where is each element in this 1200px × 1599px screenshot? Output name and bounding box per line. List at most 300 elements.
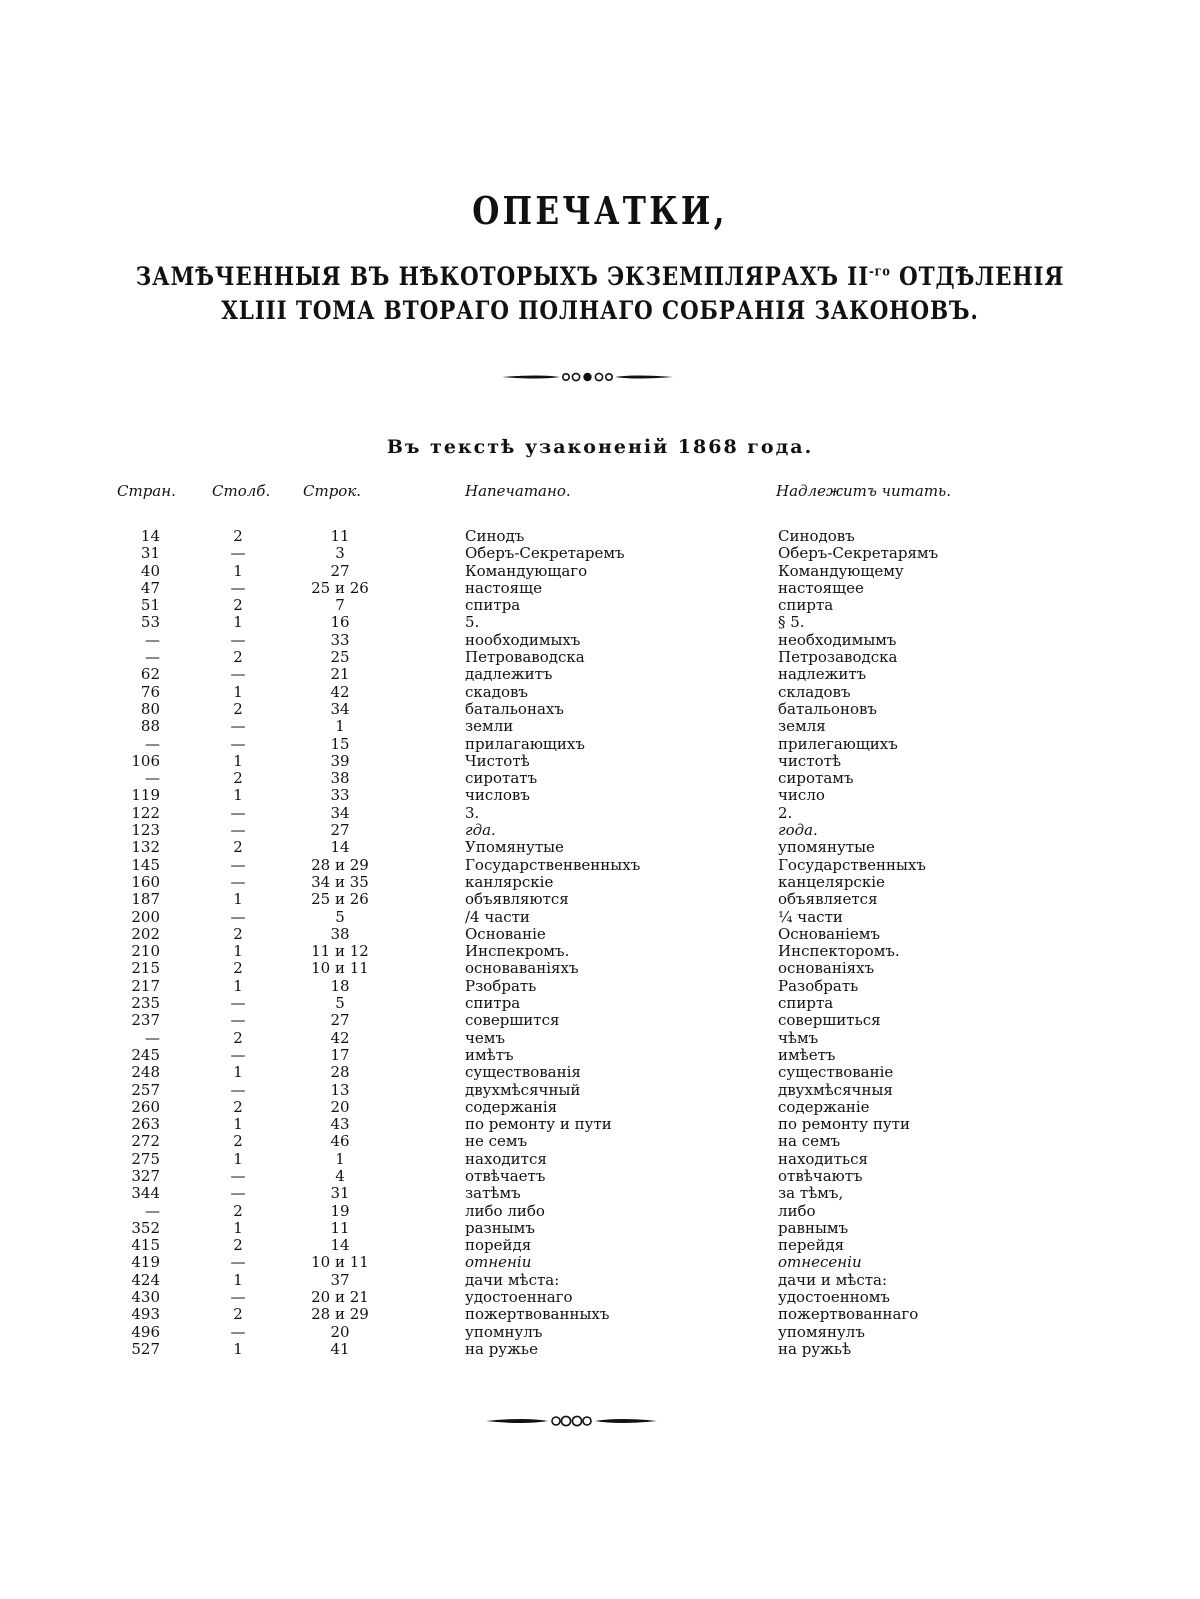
table-row	[0, 1064, 1200, 1081]
cell-line: 20	[330, 1097, 350, 1116]
cell-correct: батальоновъ	[778, 699, 877, 718]
cell-printed: гда.	[465, 821, 496, 840]
cell-column: —	[230, 578, 246, 597]
cell-printed: чемъ	[465, 1028, 506, 1047]
cell-column: 1	[233, 682, 243, 701]
table-row	[0, 909, 1200, 926]
section-title: Въ текстѣ узаконеній 1868 года.	[386, 436, 814, 458]
cell-page: 123	[131, 821, 160, 840]
bottom-ornament-icon	[484, 1410, 659, 1432]
cell-correct: отвѣчаютъ	[778, 1166, 863, 1185]
cell-printed: 3.	[465, 803, 480, 822]
cell-line: 25	[330, 648, 350, 667]
cell-line: 1	[335, 1149, 345, 1168]
table-row	[0, 943, 1200, 960]
cell-correct: дачи и мѣста:	[778, 1270, 888, 1289]
cell-line: 11	[330, 527, 350, 545]
cell-printed: существованія	[465, 1063, 581, 1082]
cell-correct: двухмѣсячныя	[778, 1080, 893, 1099]
cell-page: —	[145, 630, 160, 649]
cell-page: —	[145, 648, 160, 667]
cell-correct: Разобрать	[778, 976, 859, 995]
cell-correct: 2.	[778, 803, 793, 822]
cell-line: 14	[330, 838, 350, 857]
cell-column: 2	[233, 924, 243, 943]
column-header-column: Столб.	[212, 482, 271, 500]
cell-page: 257	[131, 1080, 160, 1099]
column-header-line: Строк.	[303, 482, 362, 500]
table-row	[0, 874, 1200, 891]
cell-printed: объявляются	[465, 890, 569, 909]
page-title: ОПЕЧАТКИ,	[472, 188, 728, 233]
cell-page: 53	[140, 613, 160, 632]
table-row	[0, 822, 1200, 839]
cell-line: 7	[335, 596, 345, 615]
cell-column: 1	[233, 976, 243, 995]
table-row	[0, 857, 1200, 874]
cell-printed: сиротатъ	[465, 769, 538, 788]
cell-correct: § 5.	[778, 613, 805, 632]
cell-page: 14	[140, 527, 160, 545]
cell-column: 1	[233, 1115, 243, 1134]
cell-printed: двухмѣсячный	[465, 1080, 581, 1099]
cell-printed: пожертвованныхъ	[465, 1305, 610, 1324]
cell-column: —	[230, 717, 246, 736]
cell-line: 28	[330, 1063, 350, 1082]
table-row	[0, 563, 1200, 580]
cell-line: 20 и 21	[311, 1288, 369, 1307]
cell-page: 344	[131, 1184, 160, 1203]
table-row	[0, 1116, 1200, 1133]
cell-column: 2	[233, 596, 243, 615]
table-row	[0, 770, 1200, 787]
table-row	[0, 1254, 1200, 1271]
table-row	[0, 960, 1200, 977]
cell-column: —	[230, 1288, 246, 1307]
cell-column: —	[230, 855, 246, 874]
cell-page: 263	[131, 1115, 160, 1134]
cell-line: 5	[335, 907, 345, 926]
cell-page: 187	[131, 890, 160, 909]
cell-column: —	[230, 803, 246, 822]
cell-correct: складовъ	[778, 682, 851, 701]
cell-printed: Инспекромъ.	[465, 942, 570, 961]
table-row	[0, 1237, 1200, 1254]
cell-correct: Петрозаводска	[778, 648, 898, 667]
cell-printed: упомнулъ	[465, 1322, 543, 1341]
cell-printed: либо либо	[465, 1201, 545, 1220]
cell-page: 31	[140, 544, 160, 563]
cell-column: 2	[233, 959, 243, 978]
table-row	[0, 1168, 1200, 1185]
cell-correct: объявляется	[778, 890, 878, 909]
cell-correct: года.	[778, 821, 818, 840]
cell-printed: порейдя	[465, 1236, 532, 1255]
cell-correct: надлежитъ	[778, 665, 867, 684]
cell-page: 275	[131, 1149, 160, 1168]
cell-line: 27	[330, 821, 350, 840]
cell-line: 28 и 29	[311, 1305, 369, 1324]
table-row	[0, 701, 1200, 718]
cell-column: 1	[233, 890, 243, 909]
cell-line: 21	[330, 665, 350, 684]
cell-printed: Петроваводска	[465, 648, 585, 667]
cell-column: —	[230, 994, 246, 1013]
cell-page: 47	[140, 578, 160, 597]
table-row	[0, 839, 1200, 856]
cell-column: 1	[233, 1218, 243, 1237]
cell-printed: Оберъ-Секретаремъ	[465, 544, 625, 563]
cell-correct: равнымъ	[778, 1218, 849, 1237]
table-row	[0, 978, 1200, 995]
cell-correct: земля	[778, 717, 826, 736]
cell-correct: прилегающихъ	[778, 734, 898, 753]
table-row	[0, 632, 1200, 649]
cell-page: 415	[131, 1236, 160, 1255]
cell-printed: по ремонту и пути	[465, 1115, 612, 1134]
cell-correct: Оберъ-Секретарямъ	[778, 544, 939, 563]
cell-printed: Государственвенныхъ	[465, 855, 641, 874]
cell-correct: Государственныхъ	[778, 855, 926, 874]
cell-page: 51	[140, 596, 160, 615]
table-row	[0, 1151, 1200, 1168]
cell-line: 20	[330, 1322, 350, 1341]
cell-page: 496	[131, 1322, 160, 1341]
cell-printed: разнымъ	[465, 1218, 535, 1237]
cell-column: —	[230, 1184, 246, 1203]
cell-line: 18	[330, 976, 350, 995]
cell-page: 76	[140, 682, 160, 701]
cell-page: 122	[131, 803, 160, 822]
cell-column: 1	[233, 1270, 243, 1289]
cell-correct: по ремонту пути	[778, 1115, 910, 1134]
cell-line: 3	[335, 544, 345, 563]
cell-printed: скадовъ	[465, 682, 528, 701]
top-ornament-icon	[500, 368, 675, 386]
table-row	[0, 926, 1200, 943]
cell-page: 245	[131, 1045, 160, 1064]
cell-printed: совершится	[465, 1011, 560, 1030]
cell-correct: Синодовъ	[778, 527, 855, 545]
cell-correct: пожертвованнаго	[778, 1305, 919, 1324]
cell-page: 248	[131, 1063, 160, 1082]
cell-page: —	[145, 769, 160, 788]
cell-printed: 5.	[465, 613, 480, 632]
cell-printed: затѣмъ	[465, 1184, 521, 1203]
cell-column: 2	[233, 527, 243, 545]
cell-column: 1	[233, 786, 243, 805]
cell-column: —	[230, 1322, 246, 1341]
cell-page: 237	[131, 1011, 160, 1030]
cell-correct: число	[778, 786, 825, 805]
cell-correct: за тѣмъ,	[778, 1184, 844, 1203]
cell-column: —	[230, 1080, 246, 1099]
table-row	[0, 1220, 1200, 1237]
cell-column: 1	[233, 1149, 243, 1168]
subtitle-line-1-superscript: -го	[869, 264, 891, 280]
cell-column: —	[230, 734, 246, 753]
cell-printed: нообходимыхъ	[465, 630, 581, 649]
cell-column: 2	[233, 648, 243, 667]
cell-printed: прилагающихъ	[465, 734, 585, 753]
table-row	[0, 666, 1200, 683]
cell-column: 1	[233, 1063, 243, 1082]
cell-page: 200	[131, 907, 160, 926]
cell-page: 202	[131, 924, 160, 943]
cell-printed: дадлежитъ	[465, 665, 553, 684]
cell-page: —	[145, 1028, 160, 1047]
cell-page: 352	[131, 1218, 160, 1237]
cell-printed: не семъ	[465, 1132, 528, 1151]
cell-line: 13	[330, 1080, 350, 1099]
cell-page: 106	[131, 751, 160, 770]
cell-page: 430	[131, 1288, 160, 1307]
cell-column: 1	[233, 561, 243, 580]
cell-printed: спитра	[465, 994, 521, 1013]
cell-correct: необходимымъ	[778, 630, 897, 649]
cell-printed: Основаніе	[465, 924, 546, 943]
cell-line: 34 и 35	[311, 872, 369, 891]
cell-page: 145	[131, 855, 160, 874]
table-row	[0, 1324, 1200, 1341]
cell-correct: на ружьѣ	[778, 1339, 852, 1358]
cell-correct: чистотѣ	[778, 751, 841, 770]
cell-line: 11	[330, 1218, 350, 1237]
cell-printed: находится	[465, 1149, 547, 1168]
cell-column: —	[230, 1166, 246, 1185]
table-row	[0, 684, 1200, 701]
subtitle-line-1	[84, 262, 1116, 291]
cell-printed: Упомянутые	[465, 838, 564, 857]
column-header-page: Стран.	[117, 482, 176, 500]
cell-line: 33	[330, 630, 350, 649]
cell-correct: на семъ	[778, 1132, 841, 1151]
table-row	[0, 1133, 1200, 1150]
cell-page: —	[145, 734, 160, 753]
table-row	[0, 649, 1200, 666]
cell-line: 25 и 26	[311, 578, 369, 597]
table-row	[0, 718, 1200, 735]
subtitle-line-1-main: ЗАМѢЧЕННЫЯ ВЪ НѢКОТОРЫХЪ ЭКЗЕМПЛЯРАХЪ II	[135, 262, 870, 291]
table-row	[0, 787, 1200, 804]
cell-printed: дачи мѣста:	[465, 1270, 560, 1289]
cell-correct: упомянутые	[778, 838, 875, 857]
cell-printed: имѣтъ	[465, 1045, 514, 1064]
cell-line: 10 и 11	[311, 959, 369, 978]
errata-table	[0, 528, 1200, 1358]
cell-printed: настояще	[465, 578, 542, 597]
table-row	[0, 1082, 1200, 1099]
cell-correct: совершиться	[778, 1011, 881, 1030]
cell-line: 5	[335, 994, 345, 1013]
cell-line: 19	[330, 1201, 350, 1220]
cell-page: 493	[131, 1305, 160, 1324]
cell-correct: Основаніемъ	[778, 924, 880, 943]
cell-line: 25 и 26	[311, 890, 369, 909]
cell-correct: сиротамъ	[778, 769, 854, 788]
cell-column: —	[230, 544, 246, 563]
cell-correct: ¼ части	[778, 907, 843, 926]
cell-column: 1	[233, 942, 243, 961]
subtitle-line-2: XLIII ТОМА ВТОРАГО ПОЛНАГО СОБРАНІЯ ЗАКОНОВЪ.	[221, 296, 979, 325]
cell-page: 80	[140, 699, 160, 718]
cell-column: —	[230, 907, 246, 926]
table-row	[0, 1341, 1200, 1358]
cell-line: 33	[330, 786, 350, 805]
cell-printed: Командующаго	[465, 561, 588, 580]
table-row	[0, 1272, 1200, 1289]
cell-page: 210	[131, 942, 160, 961]
cell-line: 15	[330, 734, 350, 753]
cell-line: 4	[335, 1166, 345, 1185]
cell-correct: спирта	[778, 994, 834, 1013]
cell-printed: отненіи	[465, 1253, 532, 1272]
cell-column: —	[230, 1253, 246, 1272]
cell-printed: содержанія	[465, 1097, 558, 1116]
cell-line: 17	[330, 1045, 350, 1064]
cell-column: —	[230, 821, 246, 840]
cell-page: 160	[131, 872, 160, 891]
cell-printed: /4 части	[465, 907, 530, 926]
table-row	[0, 1185, 1200, 1202]
cell-line: 34	[330, 803, 350, 822]
cell-line: 37	[330, 1270, 350, 1289]
table-row	[0, 528, 1200, 545]
cell-column: —	[230, 872, 246, 891]
table-row	[0, 995, 1200, 1012]
table-row	[0, 1047, 1200, 1064]
cell-correct: либо	[778, 1201, 816, 1220]
cell-column: 1	[233, 1339, 243, 1358]
cell-correct: удостоенномъ	[778, 1288, 890, 1307]
cell-printed: на ружье	[465, 1339, 538, 1358]
cell-line: 1	[335, 717, 345, 736]
cell-line: 34	[330, 699, 350, 718]
cell-column: 2	[233, 1201, 243, 1220]
cell-page: 235	[131, 994, 160, 1013]
cell-printed: удостоеннаго	[465, 1288, 573, 1307]
table-row	[0, 736, 1200, 753]
cell-correct: существованіе	[778, 1063, 894, 1082]
cell-correct: канцелярскіе	[778, 872, 885, 891]
cell-correct: находиться	[778, 1149, 868, 1168]
cell-page: 215	[131, 959, 160, 978]
table-row	[0, 753, 1200, 770]
cell-line: 27	[330, 561, 350, 580]
cell-line: 28 и 29	[311, 855, 369, 874]
cell-column: 2	[233, 1236, 243, 1255]
cell-column: 2	[233, 1305, 243, 1324]
cell-printed: отвѣчаетъ	[465, 1166, 546, 1185]
cell-correct: Инспекторомъ.	[778, 942, 900, 961]
cell-line: 39	[330, 751, 350, 770]
cell-printed: спитра	[465, 596, 521, 615]
cell-correct: Командующему	[778, 561, 904, 580]
cell-line: 41	[330, 1339, 350, 1358]
subtitle-line-1-end: ОТДѢЛЕНІЯ	[890, 262, 1065, 291]
cell-correct: упомянулъ	[778, 1322, 865, 1341]
cell-line: 38	[330, 769, 350, 788]
table-row	[0, 597, 1200, 614]
cell-column: 2	[233, 1132, 243, 1151]
cell-line: 43	[330, 1115, 350, 1134]
cell-correct: перейдя	[778, 1236, 845, 1255]
cell-line: 10 и 11	[311, 1253, 369, 1272]
cell-correct: настоящее	[778, 578, 864, 597]
cell-page: 62	[140, 665, 160, 684]
cell-correct: основаніяхъ	[778, 959, 875, 978]
cell-column: —	[230, 1045, 246, 1064]
cell-correct: чѣмъ	[778, 1028, 819, 1047]
cell-line: 42	[330, 1028, 350, 1047]
cell-column: 1	[233, 751, 243, 770]
cell-line: 27	[330, 1011, 350, 1030]
cell-page: —	[145, 1201, 160, 1220]
cell-page: 132	[131, 838, 160, 857]
cell-printed: земли	[465, 717, 514, 736]
cell-line: 11 и 12	[311, 942, 369, 961]
cell-column: 1	[233, 613, 243, 632]
cell-printed: Рзобрать	[465, 976, 537, 995]
cell-correct: содержаніе	[778, 1097, 870, 1116]
cell-printed: канлярскіе	[465, 872, 554, 891]
table-row	[0, 545, 1200, 562]
column-header-correct: Надлежитъ читать.	[776, 482, 951, 500]
cell-column: 2	[233, 1028, 243, 1047]
cell-printed: батальонахъ	[465, 699, 564, 718]
cell-column: —	[230, 630, 246, 649]
cell-line: 31	[330, 1184, 350, 1203]
cell-line: 16	[330, 613, 350, 632]
cell-column: —	[230, 1011, 246, 1030]
cell-page: 217	[131, 976, 160, 995]
cell-line: 42	[330, 682, 350, 701]
cell-page: 260	[131, 1097, 160, 1116]
table-row	[0, 1289, 1200, 1306]
cell-page: 88	[140, 717, 160, 736]
cell-page: 40	[140, 561, 160, 580]
cell-printed: Чистотѣ	[465, 751, 530, 770]
cell-line: 14	[330, 1236, 350, 1255]
cell-printed: Синодъ	[465, 527, 525, 545]
cell-page: 119	[131, 786, 160, 805]
table-row	[0, 580, 1200, 597]
cell-page: 272	[131, 1132, 160, 1151]
table-row	[0, 1012, 1200, 1029]
cell-line: 46	[330, 1132, 350, 1151]
cell-column: 2	[233, 838, 243, 857]
table-row	[0, 1030, 1200, 1047]
table-row	[0, 1099, 1200, 1116]
column-header-printed: Напечатано.	[465, 482, 571, 500]
table-row	[0, 614, 1200, 631]
cell-page: 419	[131, 1253, 160, 1272]
cell-page: 327	[131, 1166, 160, 1185]
cell-column: 2	[233, 699, 243, 718]
cell-line: 38	[330, 924, 350, 943]
cell-column: 2	[233, 1097, 243, 1116]
cell-correct: отнесеніи	[778, 1253, 862, 1272]
cell-printed: числовъ	[465, 786, 530, 805]
cell-correct: спирта	[778, 596, 834, 615]
cell-printed: основаваніяхъ	[465, 959, 579, 978]
cell-page: 527	[131, 1339, 160, 1358]
table-row	[0, 1306, 1200, 1323]
table-row	[0, 805, 1200, 822]
table-row	[0, 1203, 1200, 1220]
cell-page: 424	[131, 1270, 160, 1289]
cell-column: 2	[233, 769, 243, 788]
